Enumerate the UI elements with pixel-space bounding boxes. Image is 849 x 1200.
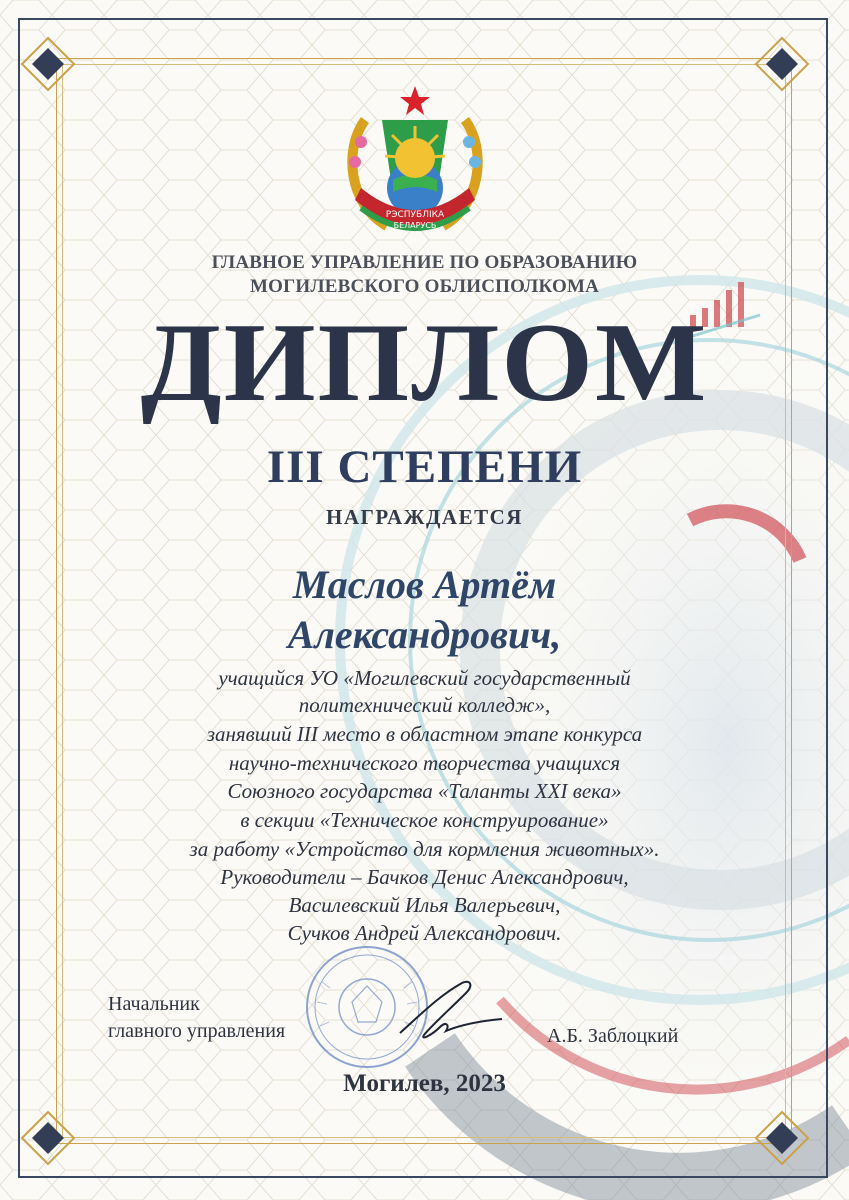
org-name-line-1: ГЛАВНОЕ УПРАВЛЕНИЕ ПО ОБРАЗОВАНИЮ — [211, 252, 638, 273]
awarded-caption: НАГРАЖДАЕТСЯ — [326, 505, 523, 529]
body-line: Союзного государства «Таланты XXI века» — [227, 779, 622, 803]
signatory-position-line-2: главного управления — [108, 1020, 286, 1042]
corner-ornament-bottom-left — [20, 1110, 76, 1166]
emblem-ribbon-text-1: РЭСПУБЛІКА — [385, 210, 445, 220]
body-line: учащийся УО «Могилевский государственный — [218, 666, 631, 690]
signatory-name: А.Б. Заблоцкий — [547, 1025, 679, 1047]
body-line: Руководители – Бачков Денис Александрович, — [220, 865, 629, 889]
emblem-ribbon-text-2: БЕЛАРУСЬ — [393, 221, 437, 230]
body-line: политехнический колледж», — [298, 693, 551, 717]
body-line: научно-технического творчества учащихся — [228, 751, 621, 775]
corner-ornament-bottom-right — [754, 1110, 810, 1166]
diploma-title: ДИПЛОМ — [140, 300, 709, 425]
body-line: Сучков Андрей Александрович. — [287, 921, 562, 945]
belarus-coat-of-arms-icon — [335, 80, 495, 240]
body-line: за работу «Устройство для кормления животных». — [189, 837, 660, 861]
signatory-position-line-1: Начальник — [108, 993, 200, 1015]
handwritten-signature — [390, 975, 510, 1045]
recipient-name-line-2: Александрович, — [287, 612, 562, 657]
org-name-line-2: МОГИЛЕВСКОГО ОБЛИСПОЛКОМА — [249, 276, 600, 297]
corner-ornament-top-left — [20, 36, 76, 92]
recipient-name-line-1: Маслов Артём — [292, 562, 557, 607]
body-line: в секции «Техническое конструирование» — [240, 808, 609, 832]
degree-heading: III СТЕПЕНИ — [266, 441, 583, 493]
body-line: Василевский Илья Валерьевич, — [288, 893, 561, 917]
body-line: занявший III место в областном этапе конкурса — [206, 722, 643, 746]
corner-ornament-top-right — [754, 36, 810, 92]
city-and-year: Могилев, 2023 — [343, 1070, 506, 1097]
